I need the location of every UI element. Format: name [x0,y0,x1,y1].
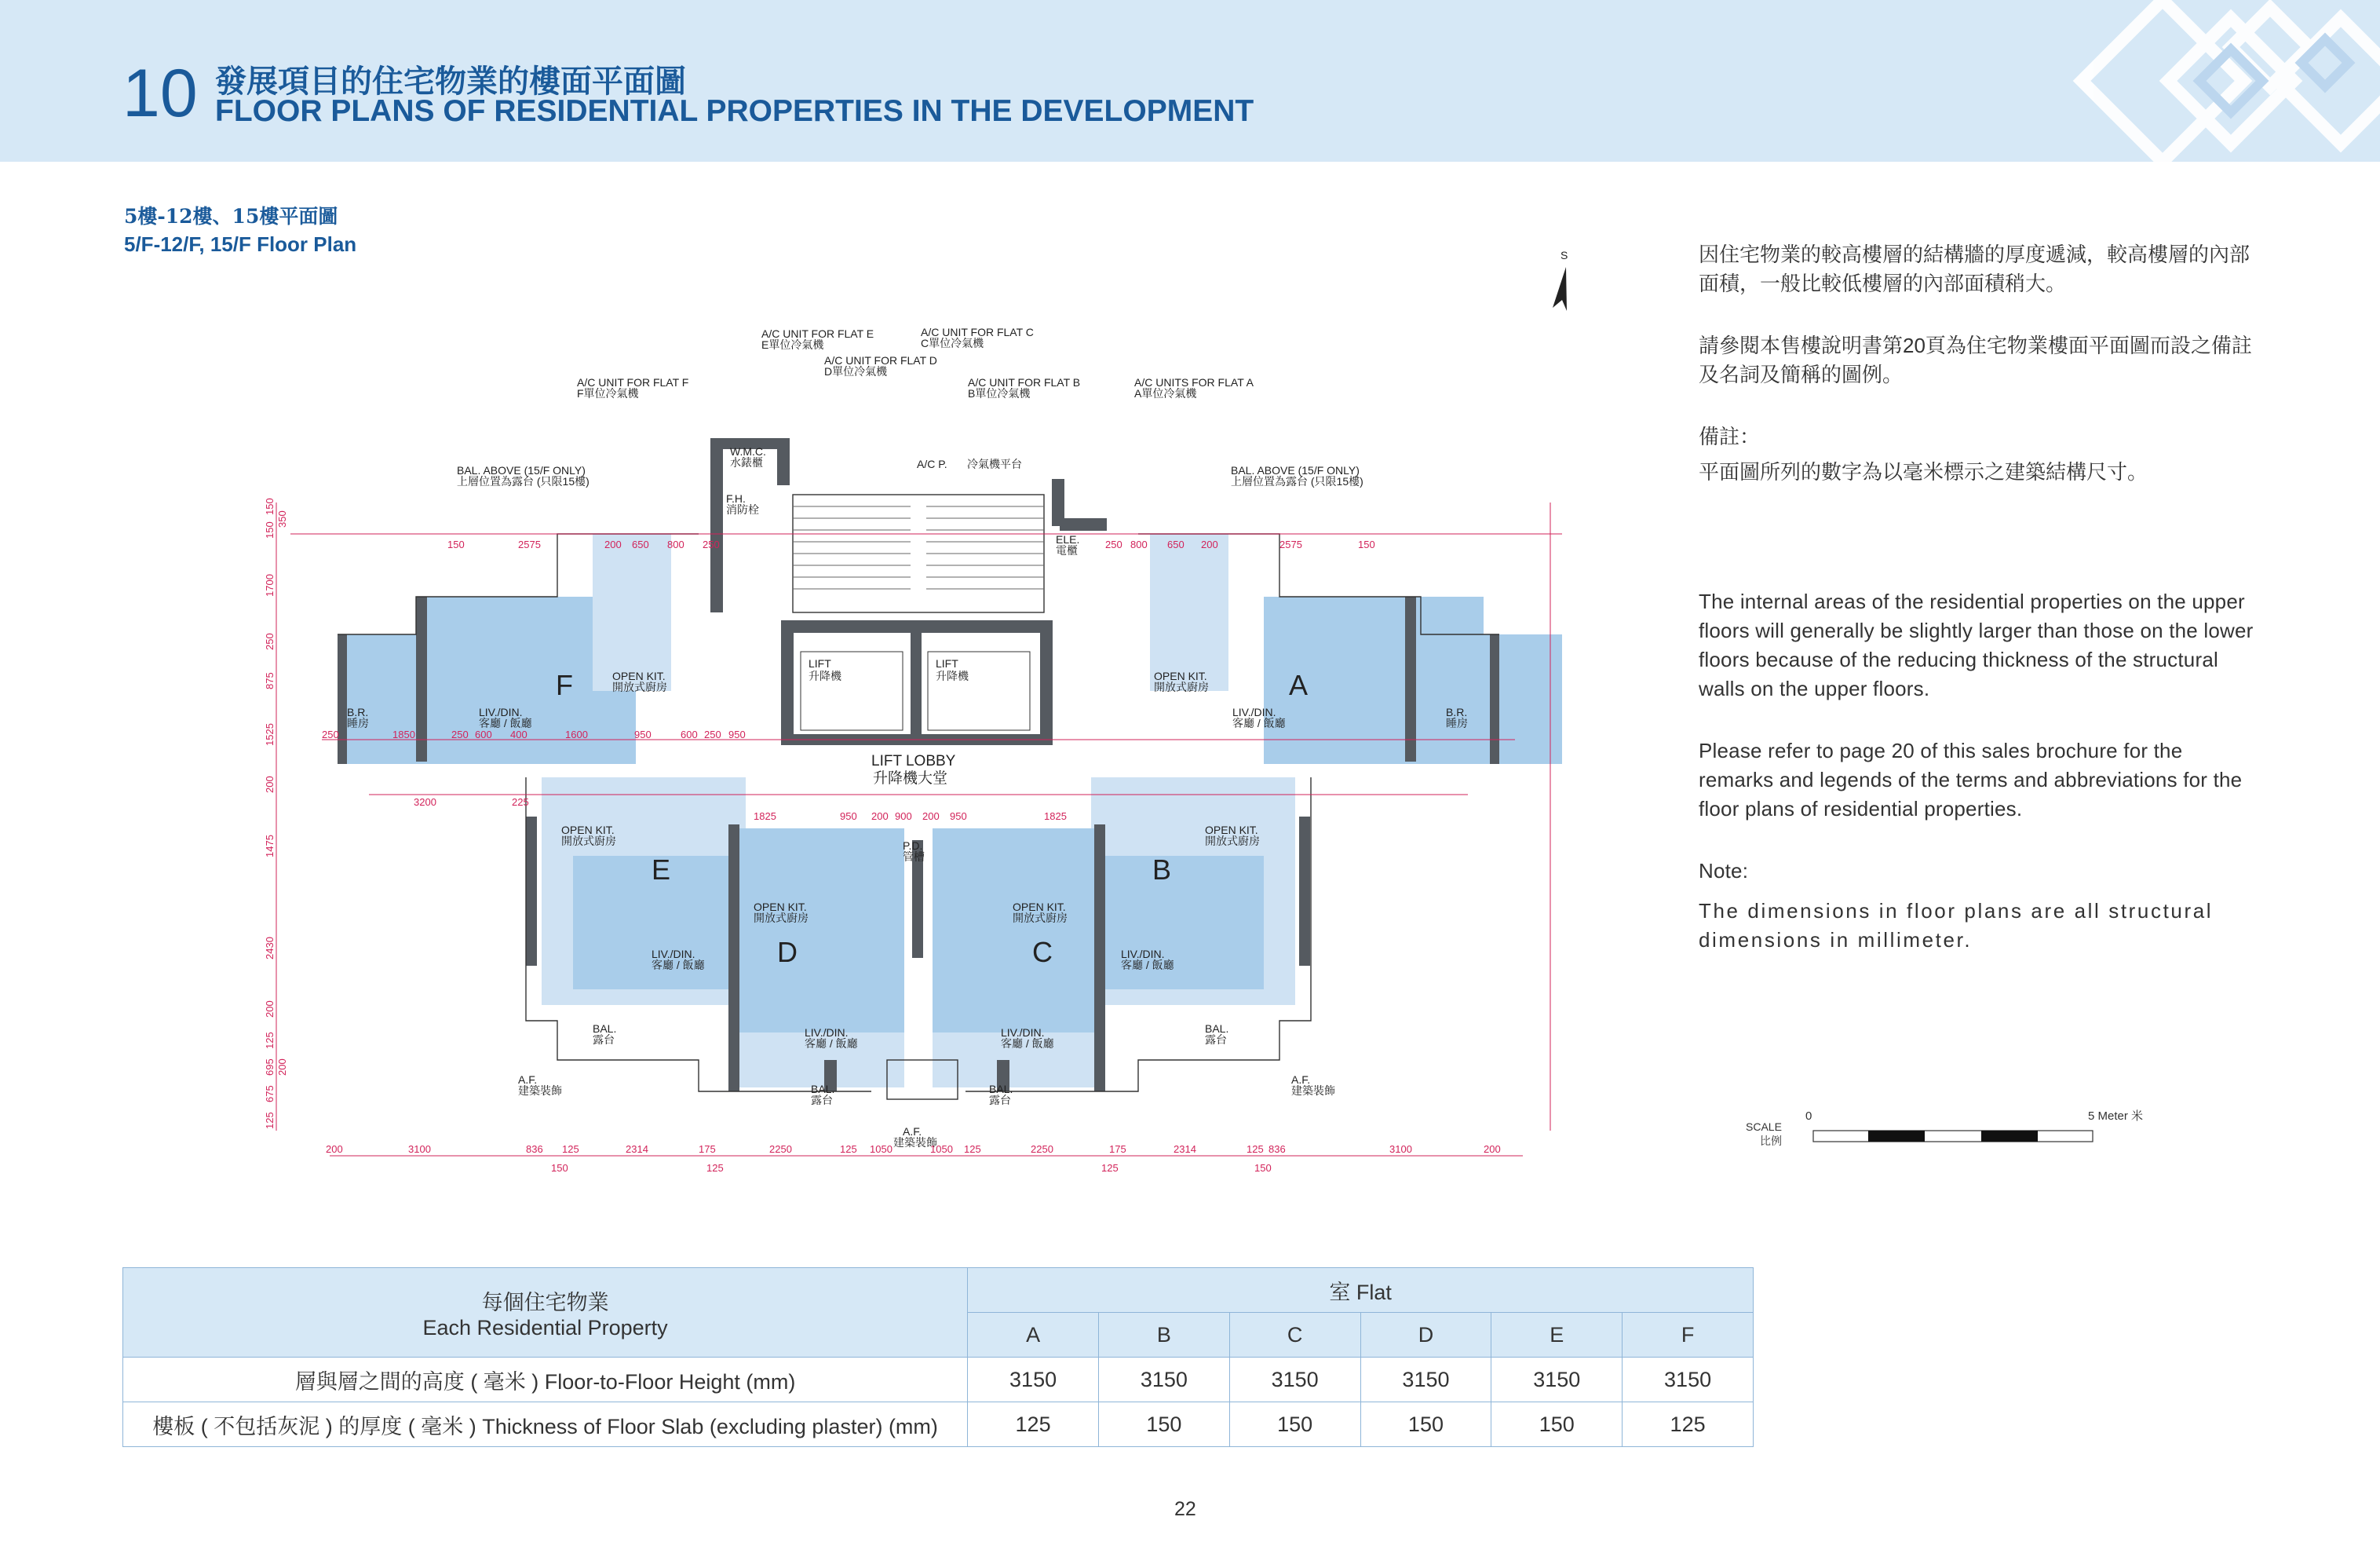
svg-text:1825: 1825 [754,810,776,822]
svg-text:600: 600 [681,729,698,740]
flat-a-kitchen-label: OPEN KIT. [1154,670,1207,682]
svg-text:3200: 3200 [414,796,436,808]
lift-lobby-label: LIFT LOBBY [871,753,956,769]
af-label-1: A.F. [518,1073,538,1086]
pd-label: P.D. [903,839,923,852]
af-label-1-zh: 建築裝飾 [518,1084,562,1097]
table-row: 層與層之間的高度 ( 毫米 ) Floor-to-Floor Height (mm) 3150 3150 3150 3150 3150 3150 [123,1358,1754,1402]
flat-header: 室 Flat [968,1268,1754,1313]
flat-e-living-label: LIV./DIN. [652,948,695,960]
svg-text:1525: 1525 [264,723,276,746]
acp-label: A/C P. [917,458,947,470]
bal-above-right-label-zh: 上層位置為露台 (只限15樓) [1231,475,1363,488]
svg-text:675: 675 [264,1085,276,1102]
svg-text:800: 800 [1130,539,1148,550]
property-spec-table [122,1267,1754,1447]
flat-d-living-label: LIV./DIN. [805,1026,849,1039]
flat-d-living-label-zh: 客廳 / 飯廳 [805,1037,858,1050]
svg-text:250: 250 [322,729,339,740]
flat-e-kitchen-label: OPEN KIT. [561,824,615,836]
svg-text:175: 175 [699,1143,716,1155]
ac-a-label-zh: A單位冷氣機 [1134,387,1197,400]
flat-f-kitchen-label: OPEN KIT. [612,670,666,682]
flat-f-living-label: LIV./DIN. [479,706,523,718]
flat-d-kitchen-label: OPEN KIT. [754,901,807,913]
scale-label: SCALE [1746,1120,1782,1133]
ac-a-label: A/C UNITS FOR FLAT A [1134,376,1254,389]
note-zh-3-title: 備註： [1699,425,1761,448]
svg-text:400: 400 [510,729,527,740]
svg-text:125: 125 [562,1143,579,1155]
ac-f-label: A/C UNIT FOR FLAT F [577,376,689,389]
af-label-3-zh: 建築裝飾 [893,1136,937,1149]
svg-text:2575: 2575 [1279,539,1302,550]
section-number: 10 [122,56,198,131]
flat-b-balcony-label: BAL. [1205,1022,1229,1035]
svg-text:150: 150 [264,498,276,515]
svg-text:2575: 2575 [518,539,541,550]
bal-above-left-label: BAL. ABOVE (15/F ONLY) [457,464,586,477]
ac-e-label-zh: E單位冷氣機 [761,338,824,351]
svg-text:150: 150 [1358,539,1375,550]
flat-d-balcony-label-zh: 露台 [811,1094,833,1106]
table-row: 樓板 ( 不包括灰泥 ) 的厚度 ( 毫米 ) Thickness of Floor Slab (excluding plaster) (mm) 125 150 150 150 150 125 [123,1402,1754,1447]
svg-text:950: 950 [840,810,857,822]
af-label-2: A.F. [1291,1073,1311,1086]
ele-label: ELE. [1056,533,1080,546]
plan-subtitle-en: 5/F-12/F, 15/F Floor Plan [124,232,357,256]
flat-a-bedroom-label: B.R. [1446,706,1468,718]
flat-e-balcony-label: BAL. [593,1022,617,1035]
plan-subtitle-zh: 5樓-12樓、15樓平面圖 [124,205,338,228]
page-header [0,0,2380,162]
svg-text:150: 150 [264,521,276,539]
bal-above-right-label: BAL. ABOVE (15/F ONLY) [1231,464,1360,477]
flat-f-bedroom-label: B.R. [347,706,369,718]
ac-c-label: A/C UNIT FOR FLAT C [921,326,1034,338]
flat-b-label: B [1152,853,1172,886]
svg-text:125: 125 [964,1143,981,1155]
svg-text:950: 950 [634,729,652,740]
flat-b-living-label-zh: 客廳 / 飯廳 [1121,959,1174,971]
svg-text:1825: 1825 [1044,810,1067,822]
north-label: S [1561,249,1568,261]
flat-c-living-label-zh: 客廳 / 飯廳 [1001,1037,1054,1050]
svg-text:200: 200 [1484,1143,1501,1155]
ac-f-label-zh: F單位冷氣機 [577,387,639,400]
north-arrow-icon [1553,267,1567,311]
floor-plan-drawing [259,236,1578,1178]
ac-d-label: A/C UNIT FOR FLAT D [824,354,937,367]
scale-end: 5 Meter 米 [2088,1109,2144,1123]
svg-text:950: 950 [728,729,746,740]
svg-text:125: 125 [264,1112,276,1129]
flat-d-kitchen-label-zh: 開放式廚房 [754,912,809,924]
lift-lobby-label-zh: 升降機大堂 [873,770,948,787]
flat-a-bedroom-label-zh: 睡房 [1446,717,1468,729]
svg-text:2430: 2430 [264,937,276,959]
flat-f-living-label-zh: 客廳 / 飯廳 [479,717,532,729]
svg-text:3100: 3100 [1389,1143,1412,1155]
flat-e-label: E [652,853,671,886]
svg-text:200: 200 [276,1058,288,1076]
flat-f-label: F [556,669,573,701]
svg-text:2250: 2250 [1031,1143,1053,1155]
col-header-property: 每個住宅物業 Each Residential Property [123,1268,968,1358]
note-en-3: The dimensions in floor plans are all structural dimensions in millimeter. [1699,899,2214,952]
flat-a-kitchen-label-zh: 開放式廚房 [1154,681,1209,693]
flat-f-kitchen-label-zh: 開放式廚房 [612,681,667,693]
ac-e-label: A/C UNIT FOR FLAT E [761,327,874,340]
flat-e-kitchen-label-zh: 開放式廚房 [561,835,616,847]
scale-start: 0 [1805,1109,1812,1123]
af-label-2-zh: 建築裝飾 [1291,1084,1335,1097]
pd-label-zh: 管槽 [903,850,925,863]
wmc-label-zh: 水錶櫃 [730,456,763,469]
svg-text:200: 200 [604,539,622,550]
flat-col-a: A [968,1313,1099,1358]
svg-text:350: 350 [276,510,288,528]
svg-text:150: 150 [1254,1162,1272,1174]
svg-text:125: 125 [1101,1162,1119,1174]
ele-label-zh: 電櫃 [1056,544,1078,557]
flat-col-e: E [1491,1313,1623,1358]
ac-b-label-zh: B單位冷氣機 [968,387,1031,400]
svg-text:1050: 1050 [870,1143,892,1155]
lift-2-label-zh: 升降機 [936,670,969,682]
svg-text:125: 125 [706,1162,724,1174]
flat-c-label: C [1032,936,1053,968]
flat-col-d: D [1360,1313,1491,1358]
svg-text:2250: 2250 [769,1143,792,1155]
flat-f-area [338,534,671,764]
svg-text:1850: 1850 [392,729,415,740]
svg-text:800: 800 [667,539,684,550]
svg-text:1050: 1050 [930,1143,953,1155]
flat-a-living-label: LIV./DIN. [1232,706,1276,718]
dimensions-top [447,539,1375,550]
svg-text:125: 125 [1247,1143,1264,1155]
note-en-3-title: Note: [1699,859,1749,883]
note-en-1: The internal areas of the residential properties on the upper floors will generally be slightly larger than those on the lower floors because of the reducing thickness of the structural walls on the upper floors. [1699,590,2254,700]
flat-f-bedroom-label-zh: 睡房 [347,717,369,729]
flat-b-kitchen-label: OPEN KIT. [1205,824,1258,836]
lift-1-label-zh: 升降機 [809,670,841,682]
svg-text:250: 250 [264,633,276,650]
flat-c-kitchen-label-zh: 開放式廚房 [1013,912,1068,924]
note-zh-2: 請參閱本售樓說明書第20頁為住宅物業樓面平面圖而設之備註及名詞及簡稱的圖例。 [1699,334,2252,386]
svg-text:2314: 2314 [626,1143,648,1155]
note-zh-1: 因住宅物業的較高樓層的結構牆的厚度遞減，較高樓層的內部面積，一般比較低樓層的內部面積稍大。 [1699,243,2250,295]
fh-label: F.H. [726,492,746,505]
svg-text:2314: 2314 [1174,1143,1196,1155]
section-title-en: FLOOR PLANS OF RESIDENTIAL PROPERTIES IN THE DEVELOPMENT [215,94,1254,128]
flat-a-label: A [1289,669,1309,701]
svg-text:1475: 1475 [264,835,276,857]
wmc-label: W.M.C. [730,445,766,458]
flat-e-balcony-label-zh: 露台 [593,1033,615,1046]
flat-d-balcony-label: BAL. [811,1083,835,1095]
flat-col-c: C [1229,1313,1360,1358]
note-en-2: Please refer to page 20 of this sales brochure for the remarks and legends of the terms and abbreviations for the floor plans of residential properties. [1699,739,2243,821]
svg-text:836: 836 [1268,1143,1286,1155]
svg-text:250: 250 [1105,539,1122,550]
flat-c-living-label: LIV./DIN. [1001,1026,1045,1039]
lift-2-label: LIFT [936,657,958,670]
staircase [793,506,1044,589]
svg-text:225: 225 [512,796,529,808]
svg-text:200: 200 [871,810,889,822]
acp-label-zh: 冷氣機平台 [967,458,1022,470]
lift-1-label: LIFT [809,657,831,670]
af-label-3: A.F. [903,1125,922,1138]
note-zh-3: 平面圖所列的數字為以毫米標示之建築結構尺寸。 [1699,460,2148,484]
svg-text:1700: 1700 [264,574,276,597]
svg-text:836: 836 [526,1143,543,1155]
svg-text:200: 200 [264,1000,276,1018]
fh-label-zh: 消防栓 [726,503,759,516]
flat-c-balcony-label: BAL. [989,1083,1013,1095]
page-number: 22 [1174,1498,1196,1520]
flat-b-living-label: LIV./DIN. [1121,948,1165,960]
svg-text:695: 695 [264,1058,276,1076]
flat-e-living-label-zh: 客廳 / 飯廳 [652,959,705,971]
flat-col-b: B [1098,1313,1229,1358]
flat-d-label: D [777,936,798,968]
flat-c-kitchen-label: OPEN KIT. [1013,901,1066,913]
svg-text:250: 250 [703,539,720,550]
header-decoration-graphic [1972,0,2380,162]
flat-b-kitchen-label-zh: 開放式廚房 [1205,835,1260,847]
flat-e-area [542,777,746,1005]
svg-text:900: 900 [895,810,912,822]
ac-c-label-zh: C單位冷氣機 [921,337,984,349]
section-title-zh: 發展項目的住宅物業的樓面平面圖 [215,63,686,100]
flat-c-balcony-label-zh: 露台 [989,1094,1011,1106]
svg-text:125: 125 [264,1032,276,1049]
svg-text:875: 875 [264,672,276,689]
flat-a-living-label-zh: 客廳 / 飯廳 [1232,717,1286,729]
svg-text:250: 250 [704,729,721,740]
flat-b-balcony-label-zh: 露台 [1205,1033,1227,1046]
svg-text:650: 650 [1167,539,1185,550]
flat-a-area [1150,534,1562,764]
bal-above-left-label-zh: 上層位置為露台 (只限15樓) [457,475,590,488]
scale-label-zh: 比例 [1760,1135,1782,1147]
svg-text:600: 600 [475,729,492,740]
svg-text:200: 200 [1201,539,1218,550]
svg-text:250: 250 [451,729,469,740]
svg-text:3100: 3100 [408,1143,431,1155]
svg-text:1600: 1600 [565,729,588,740]
svg-text:175: 175 [1109,1143,1126,1155]
svg-text:200: 200 [264,776,276,793]
ac-b-label: A/C UNIT FOR FLAT B [968,376,1081,389]
ac-d-label-zh: D單位冷氣機 [824,365,888,378]
svg-text:150: 150 [551,1162,568,1174]
scale-bar [1743,1102,2182,1165]
svg-text:950: 950 [950,810,967,822]
svg-text:200: 200 [326,1143,343,1155]
svg-text:650: 650 [632,539,649,550]
svg-text:125: 125 [840,1143,857,1155]
notes-panel [1699,240,2256,988]
svg-text:150: 150 [447,539,465,550]
flat-col-f: F [1623,1313,1754,1358]
svg-text:200: 200 [922,810,940,822]
